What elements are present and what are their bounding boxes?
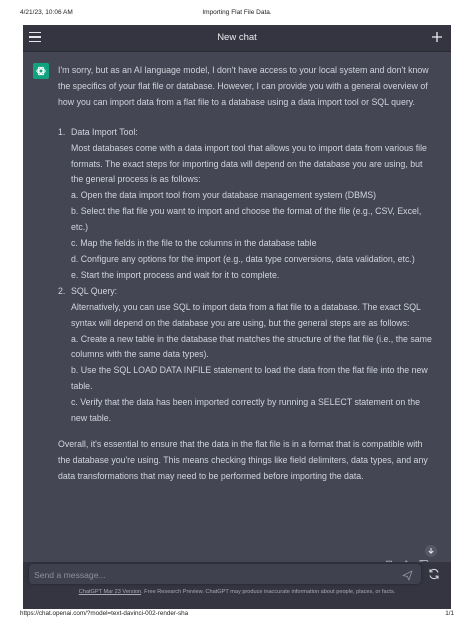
- list-item-body: Alternatively, you can use SQL to import data from a flat file to a database. The exact SQL syntax will depend on the database you are using, but the general steps are as follows:: [71, 301, 421, 328]
- message-intro: I'm sorry, but as an AI language model, I don't have access to your local system and don't know the specifics of your flat file or database. However, I can provide you with a general overview of how you can import data from a flat file to a database using a data import tool or SQL query.: [58, 65, 429, 107]
- numbered-list: [58, 125, 436, 427]
- composer-area: [23, 562, 451, 609]
- list-number: 2.: [58, 285, 66, 296]
- print-footer: [20, 610, 454, 620]
- new-chat-button[interactable]: [430, 29, 444, 45]
- disclaimer-text: . Free Research Preview. ChatGPT may produce inaccurate information about people, places, or facts.: [141, 589, 396, 595]
- list-item-title: Data Import Tool:: [71, 126, 138, 137]
- top-bar: [23, 25, 451, 52]
- chatgpt-logo-icon: [33, 63, 49, 79]
- message-closing: Overall, it's essential to ensure that the data in the flat file is in a format that is compatible with the database you're using. This means checking things like field delimiters, data types, and any data transformations that may need to be performed before importing the data.: [58, 438, 428, 481]
- version-link[interactable]: ChatGPT Mar 23 Version: [78, 589, 142, 595]
- print-title: Importing Flat File Data.: [202, 9, 272, 16]
- list-step: a. Open the data import tool from your database management system (DBMS): [71, 190, 377, 201]
- print-date: 4/21/23, 10:06 AM: [20, 9, 73, 16]
- list-step: d. Configure any options for the import (e.g., data type conversions, data validation, etc.): [71, 253, 415, 264]
- list-step: c. Verify that the data has been imported correctly by running a SELECT statement on the new table.: [71, 397, 420, 424]
- regenerate-button[interactable]: [427, 567, 441, 581]
- regenerate-icon: [427, 567, 441, 581]
- send-button[interactable]: [402, 568, 413, 579]
- arrow-down-icon: [427, 547, 435, 555]
- list-number: 1.: [58, 126, 66, 137]
- chat-app: [23, 25, 451, 609]
- scroll-down-button[interactable]: [425, 545, 437, 557]
- list-item: [58, 125, 436, 284]
- chat-title: New chat: [217, 32, 257, 43]
- list-step: e. Start the import process and wait for it to complete.: [71, 269, 280, 280]
- print-header: [20, 9, 454, 19]
- list-step: c. Map the fields in the file to the columns in the database table: [71, 238, 317, 249]
- list-step: b. Select the flat file you want to import and choose the format of the file (e.g., CSV, Excel, etc.): [71, 206, 422, 233]
- assistant-message: [23, 52, 451, 562]
- list-item-body: Most databases come with a data import tool that allows you to import data from various file formats. The exact steps for importing data will depend on the database you are using, but the general process is as follows:: [71, 142, 427, 185]
- message-body: [58, 63, 436, 485]
- list-step: a. Create a new table in the database that matches the structure of the flat file (i.e., the same columns with the same data types).: [71, 333, 432, 360]
- footer-disclaimer: [23, 589, 451, 595]
- print-url: https://chat.openai.com/?model=text-davinci-002-render-sha: [20, 610, 189, 617]
- message-input-box: [29, 564, 421, 584]
- list-step: b. Use the SQL LOAD DATA INFILE statement to load the data from the flat file into the new table.: [71, 365, 428, 392]
- send-icon: [402, 570, 413, 581]
- message-input[interactable]: [32, 566, 396, 584]
- list-item-title: SQL Query:: [71, 285, 118, 296]
- list-item: [58, 284, 436, 427]
- plus-icon: [431, 31, 443, 43]
- print-page-number: 1/1: [445, 610, 454, 617]
